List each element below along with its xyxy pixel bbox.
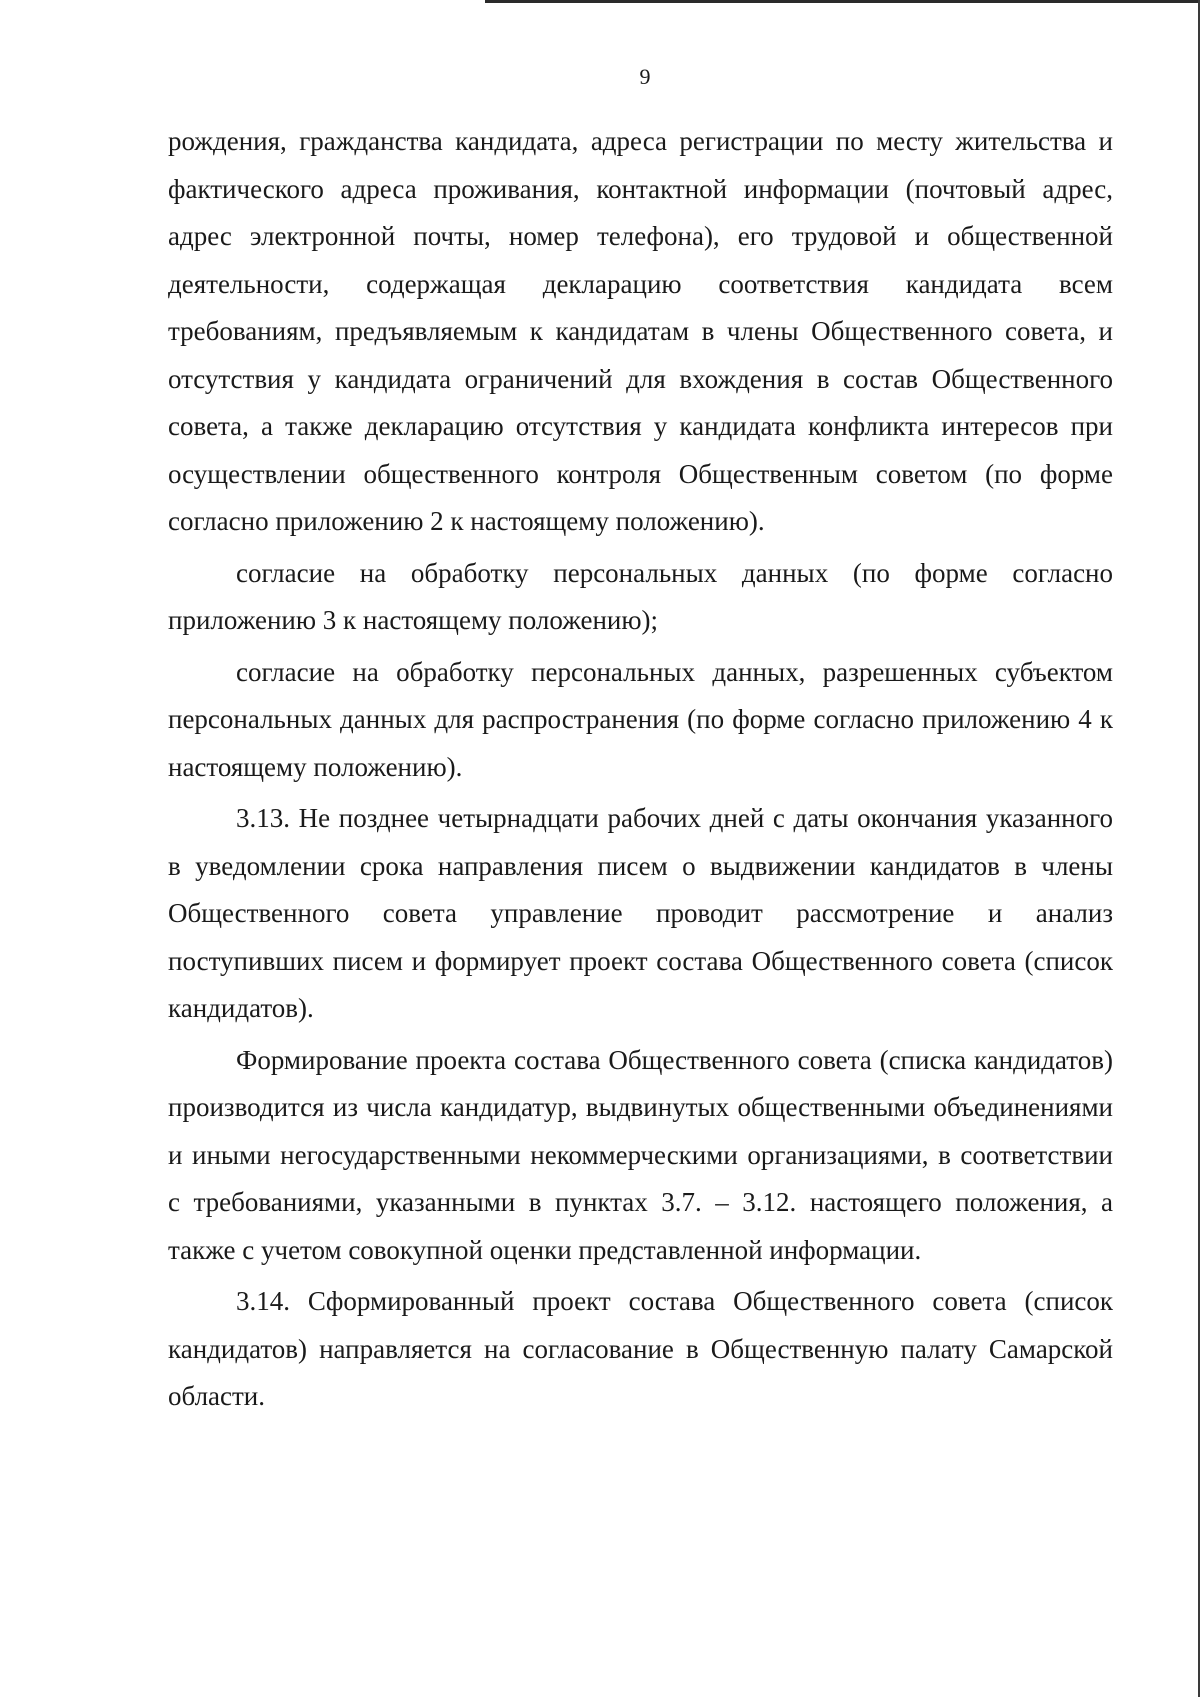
paragraph-clause-3-14: 3.14. Сформированный проект состава Общественного совета (список кандидатов) направляется на согласование в Общественную палату Самарской области. — [168, 1286, 1113, 1411]
paragraph-applicant-info: рождения, гражданства кандидата, адреса регистрации по месту жительства и фактического адреса проживания, контактной информации (почтовый адрес, адрес электронной почты, номер телефона), его трудовой и общественной деятельности, содержащая декларацию соответствия кандидата всем требованиям, предъявляемым к кандидатам в члены Общественного совета, и отсутствия у кандидата ограничений для вхождения в состав Общественного совета, а также декларацию отсутствия у кандидата конфликта интересов при осуществлении общественного контроля Общественным советом (по форме согласно приложению 2 к настоящему положению). — [168, 126, 1113, 536]
paragraph-clause-3-13: 3.13. Не позднее четырнадцати рабочих дней с даты окончания указанного в уведомлении срока направления писем о выдвижении кандидатов в члены Общественного совета управление проводит рассмотрение и анализ поступивших писем и формирует проект состава Общественного совета (список кандидатов). — [168, 803, 1113, 1023]
scan-edge-top — [485, 0, 1200, 3]
paragraph-draft-formation: Формирование проекта состава Общественного совета (списка кандидатов) производится из числа кандидатур, выдвинутых общественными объединениями и иными негосударственными некоммерческими организациями, в соответствии с требованиями, указанными в пунктах 3.7. – 3.12. настоящего положения, а также с учетом совокупной оценки представленной информации. — [168, 1044, 1113, 1265]
page-number: 9 — [639, 64, 651, 89]
paragraph-distribution-consent: согласие на обработку персональных данных, разрешенных субъектом персональных данных для распространения (по форме согласно приложению 4 к настоящему положению). — [168, 656, 1113, 782]
document-body — [168, 118, 1113, 1425]
paragraph-personal-data-consent: согласие на обработку персональных данных (по форме согласно приложению 3 к настоящему положению); — [168, 557, 1113, 635]
